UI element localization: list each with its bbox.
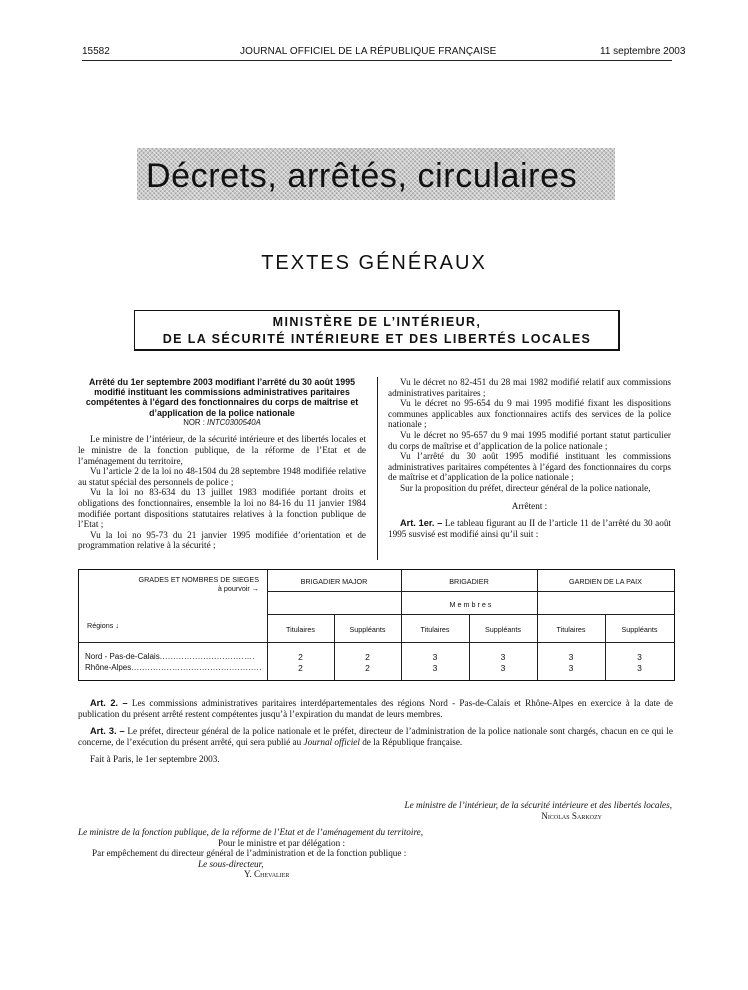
article-2-label: Art. 2. – (90, 698, 128, 708)
subheader: Suppléants (485, 625, 521, 634)
subheader: Titulaires (556, 625, 586, 634)
table-corner-line-1: GRADES ET NOMBRES DE SIEGES (138, 575, 259, 584)
journal-title: JOURNAL OFFICIEL DE LA RÉPUBLIQUE FRANÇAISE (240, 46, 497, 57)
table-hline (267, 591, 674, 592)
table-cell: 2 (298, 663, 303, 673)
table-row-region: Rhône-Alpes................................................ (85, 663, 262, 672)
empechement: Par empêchement du directeur général de l’administration et de la fonction publique : (92, 848, 407, 859)
article-1 (388, 518, 671, 539)
column-divider (377, 377, 378, 560)
paragraph: Vu l’article 2 de la loi no 48-1504 du 28 septembre 1948 modifiée relative au statut spécial des personnels de police ; (78, 466, 366, 487)
paragraph: Vu la loi no 83-634 du 13 juillet 1983 modifiée portant droits et obligations des fonctionnaires, ensemble la loi no 84-16 du 11 janvier 1984 modifiée portant dispositions statutaires relatives à la fonction publique de l’Etat ; (78, 487, 366, 530)
article-2-text: Les commissions administratives paritaires interdépartementales des régions Nord - Pas-de-Calais et Rhône-Alpes en exercice à la date de publication du présent arrêté restent compétentes jusqu’à l’expiration du mandat de leurs membres. (78, 698, 673, 719)
table-cell: 3 (500, 663, 506, 673)
minister1-name: Nicolas Sarkozy (541, 811, 602, 821)
table-cell: 3 (432, 663, 438, 673)
table-cell: 2 (365, 663, 370, 673)
article-3-label: Art. 3. – (90, 726, 125, 736)
table-cell: 3 (637, 663, 642, 673)
table-hline (79, 642, 674, 643)
paragraph: Vu le décret no 82-451 du 28 mai 1982 modifié relatif aux commissions administratives paritaires ; (388, 377, 671, 398)
article-1-text: Le tableau figurant au II de l’article 11 de l’arrêté du 30 août 1995 susvisé est modifié ainsi qu’il suit : (388, 518, 671, 539)
arretent: Arrêtent : (511, 500, 548, 511)
seats-table (78, 569, 675, 681)
membres-header: M e m b r e s (449, 600, 492, 609)
sous-directeur-name: Y. Chevalier (244, 869, 290, 880)
paragraph: Vu la loi no 95-73 du 21 janvier 1995 modifiée d’orientation et de programmation relative à la sécurité ; (78, 529, 366, 551)
paragraph: Vu le décret no 95-654 du 9 mai 1995 modifié fixant les dispositions communes applicables aux fonctionnaires actifs des services de la police nationale ; (388, 398, 671, 430)
paragraph: Sur la proposition du préfet, directeur général de la police nationale, (400, 482, 651, 493)
paragraph: Vu l’arrêté du 30 août 1995 modifié instituant les commissions administratives paritaires compétentes à l’égard des fonctionnaires du corps de maîtrise et d’application de la police nationale ; (388, 451, 671, 483)
nor-value: INTC0300540A (207, 417, 261, 427)
table-row-region: Nord - Pas-de-Calais................................... (85, 652, 255, 661)
table-cell: 2 (365, 652, 370, 662)
right-column (388, 377, 671, 539)
article-3-text-before: Le préfet, directeur général de la police nationale et le préfet, directeur de l’administration de la police nationale sont chargés, chacun en ce qui le concerne, de l’exécution du présent arrêté, qui sera publié au (78, 726, 673, 747)
grade-header: BRIGADIER MAJOR (300, 577, 368, 586)
page-number: 15582 (82, 46, 110, 57)
banner-title: Décrets, arrêtés, circulaires (146, 157, 578, 195)
minister1-title: Le ministre de l’intérieur, de la sécurité intérieure et des libertés locales, (404, 800, 672, 810)
table-cell: 2 (298, 652, 303, 662)
table-cell: 3 (568, 652, 574, 662)
table-cell: 3 (432, 652, 438, 662)
subheader: Titulaires (286, 625, 315, 634)
nor-reference (78, 418, 366, 429)
subheader: Titulaires (420, 625, 450, 634)
nor-label: NOR : (183, 417, 205, 427)
table-corner-line-2: à pourvoir → (217, 584, 259, 593)
article-3-text-after: de la République française. (362, 736, 463, 747)
paragraph: Le ministre de l’intérieur, de la sécurité intérieure et des libertés locales et le ministre de la fonction publique, de la réforme de l’Etat et de l’aménagement du territoire, (78, 434, 366, 466)
paragraph: Vu le décret no 95-657 du 9 mai 1995 modifié portant statut particulier du corps de maîtrise et d’application de la police nationale ; (388, 429, 671, 451)
publication-date: 11 septembre 2003 (600, 46, 686, 57)
article-1-label: Art. 1er. – (400, 518, 443, 529)
section-title: TEXTES GÉNÉRAUX (261, 252, 487, 274)
signature-block-1 (300, 800, 672, 822)
ministry-line-1: MINISTÈRE DE L’INTÉRIEUR, (272, 315, 482, 329)
journal-officiel: Journal officiel (303, 736, 360, 747)
header-rule (82, 60, 672, 61)
subheader: Suppléants (349, 625, 386, 634)
left-column (78, 377, 366, 551)
grade-header: BRIGADIER (449, 577, 489, 586)
article-2 (78, 698, 673, 719)
table-cell: 3 (500, 652, 506, 662)
table-cell: 3 (637, 652, 642, 662)
fait-a-paris: Fait à Paris, le 1er septembre 2003. (90, 754, 220, 764)
article-3 (78, 726, 673, 747)
signature-block-2 (78, 827, 673, 880)
minister2-title: Le ministre de la fonction publique, de la réforme de l’Etat et de l’aménagement du territoire, (78, 827, 424, 837)
arrete-title: Arrêté du 1er septembre 2003 modifiant l’arrêté du 30 août 1995 modifié instituant les commissions administratives paritaires compétentes à l’égard des fonctionnaires du corps de maîtrise et d’application de la police nationale (85, 377, 359, 418)
grade-header: GARDIEN DE LA PAIX (569, 577, 642, 586)
table-regions-label: Régions ↓ (87, 621, 119, 630)
table-cell: 3 (568, 663, 574, 673)
ministry-line-2: DE LA SÉCURITÉ INTÉRIEURE ET DES LIBERTÉS LOCALES (162, 332, 592, 346)
delegation: Pour le ministre et par délégation : (218, 837, 346, 848)
sous-directeur-title: Le sous-directeur, (198, 858, 264, 869)
table-hline (267, 614, 674, 615)
subheader: Suppléants (621, 625, 658, 634)
